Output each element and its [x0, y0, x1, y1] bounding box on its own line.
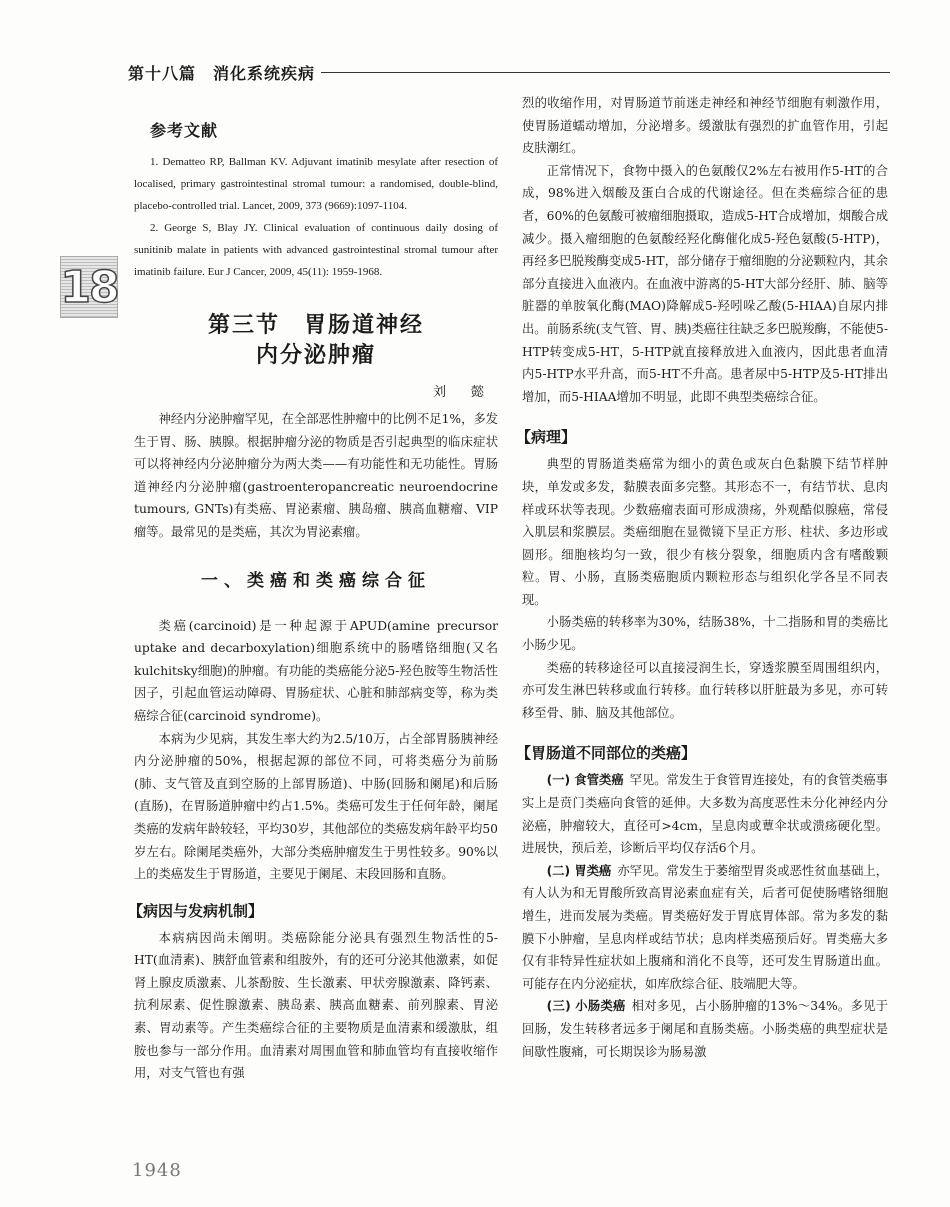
body-paragraph: 类癌(carcinoid)是一种起源于APUD(amine precursor uptake and decarboxylation)细胞系统中的肠嗜铬细胞(又名kulchitsky细胞)的肿瘤。有功能的类癌能分泌5-羟色胺等生物活性因子，引起血管运动障碍、胃肠症状、心脏和肺部病变等，称为类癌综合征(carcinoid syndrome)。 [134, 618, 498, 723]
body-paragraph: 典型的胃肠道类癌常为细小的黄色或灰白色黏膜下结节样肿块，单发或多发，黏膜表面多完整。其形态不一，有结节状、息肉样或环状等表现。少数癌瘤表面可形成溃疡，外观酷似腺癌，常侵入肌层和浆膜层。类癌细胞在显微镜下呈正方形、柱状、多边形或圆形。细胞核均匀一致，很少有核分裂象，细胞质内含有嗜酸颗粒。胃、小肠，直肠类癌胞质内颗粒形态与组织化学各呈不同表现。 [522, 457, 888, 607]
intestine-label: (三) 小肠类癌 [546, 999, 626, 1014]
body-paragraph: 正常情况下，食物中摄入的色氨酸仅2%左右被用作5-HT的合成，98%进入烟酸及蛋白合成的代谢途径。但在类癌综合征的患者，60%的色氨酸可被瘤细胞摄取，造成5-HT合成增加，烟酸合成减少。摄入瘤细胞的色氨酸经羟化酶催化成5-羟色氨酸(5-HTP)，再经多巴脱羧酶变成5-HT，部分储存于瘤细胞的分泌颗粒内，其余部分直接进入血液内。在血液中游离的5-HT大部分经肝、肺、脑等脏器的单胺氧化酶(MAO)降解成5-羟吲哚乙酸(5-HIAA)自尿内排出。前肠系统(支气管、胃、胰)类癌往往缺乏多巴脱羧酶，不能使5-HTP转变成5-HT，5-HTP就直接释放进入血液内，因此患者血清内5-HTP水平升高，而5-HT不升高。患者尿中5-HTP及5-HT排出增加，而5-HIAA增加不明显，此即不典型类癌综合征。 [522, 163, 888, 404]
subsection-title: 一、类癌和类癌综合征 [201, 570, 431, 591]
intro-paragraph: 神经内分泌肿瘤罕见，在全部恶性肿瘤中的比例不足1%，多发生于胃、肠、胰腺。根据肿瘤分泌的物质是否引起典型的临床症状可以将神经内分泌肿瘤分为两大类——有功能性和无功能性。胃肠道神经内分泌肿瘤(gastroenteropancreatic neuroendocrine tumours, GNTs)有类癌、胃泌素瘤、胰岛瘤、胰高血糖瘤、VIP瘤等。最常见的是类癌，其次为胃泌素瘤。 [134, 412, 498, 539]
author: 刘 懿 [432, 385, 490, 400]
chapter-number: 18 [60, 261, 118, 313]
pathology-heading: 【病理】 [516, 428, 577, 447]
body-paragraph: 类癌的转移途径可以直接浸润生长，穿透浆膜至周围组织内，亦可发生淋巴转移或血行转移。血行转移以肝脏最为多见，亦可转移至骨、肺、脑及其他部位。 [522, 660, 888, 720]
esophagus-paragraph [522, 769, 888, 859]
stomach-paragraph [522, 860, 888, 996]
body-paragraph: 烈的收缩作用，对胃肠道节前迷走神经和神经节细胞有刺激作用，使胃肠道蠕动增加，分泌增多。缓激肽有强烈的扩血管作用，引起皮肤潮红。 [522, 96, 888, 156]
body-paragraph: 小肠类癌的转移率为30%，结肠38%，十二指肠和胃的类癌比小肠少见。 [522, 615, 888, 653]
stomach-text: 亦罕见。常发生于萎缩型胃炎或恶性贫血基础上，有人认为和无胃酸所致高胃泌素血症有关，后者可促使肠嗜铬细胞增生，进而发展为类癌。胃类癌好发于胃底胃体部。常为多发的黏膜下小肿瘤，呈息肉样或结节状；息肉样类癌预后好。胃类癌大多仅有非特异性症状如上腹痛和消化不良等，还可发生胃肠道出血。可能存在内分泌症状，如库欣综合征、肢端肥大等。 [522, 863, 888, 991]
page-number: 1948 [132, 1160, 182, 1181]
sites-heading: 【胃肠道不同部位的类癌】 [516, 744, 697, 763]
stomach-label: (二) 胃类癌 [546, 863, 612, 878]
body-paragraph: 本病为少见病，其发生率大约为2.5/10万，占全部胃肠胰神经内分泌肿瘤的50%，根据起源的部位不同，可将类癌分为前肠(肺、支气管及直到空肠的上部胃肠道)、中肠(回肠和阑尾)和后肠(直肠)，在胃肠道肿瘤中约占1.5%。类癌可发生于任何年龄，阑尾类癌的发病年龄较轻，平均30岁，其他部位的类癌发病年龄平均50岁左右。除阑尾类癌外，大部分类癌肿瘤发生于男性较多。90%以上的类癌发生于胃肠道，主要见于阑尾、末段回肠和直肠。 [134, 731, 498, 882]
section-title-line: 内分泌肿瘤 [255, 343, 376, 368]
running-title: 第十八篇 消化系统疾病 [128, 63, 316, 83]
chapter-tab [60, 256, 118, 318]
right-column [516, 92, 888, 1063]
esophagus-text: 罕见。常发生于食管胃连接处，有的食管类癌事实上是贲门类癌向食管的延伸。大多数为高度恶性未分化神经内分泌癌，肿瘤较大，直径可>4cm，呈息肉或蕈伞状或溃疡硬化型。进展快，预后差，诊断后平均仅存活6个月。 [522, 773, 888, 856]
intestine-paragraph [522, 995, 888, 1063]
section-title [134, 311, 498, 371]
etiology-heading: 【病因与发病机制】 [128, 901, 264, 920]
section-title-line: 第三节 胃肠道神经 [207, 313, 424, 338]
reference-item: 1. Dematteo RP, Ballman KV. Adjuvant imatinib mesylate after resection of localised, primary gastrointestinal stromal tumour: a randomised, double-blind, placebo-controlled trial. Lancet, 2009, 373 (9669):1097-1104. [134, 156, 498, 212]
reference-item: 2. George S, Blay JY. Clinical evaluation of continuous daily dosing of sunitinib malate in patients with advanced gastrointestinal stromal tumour after imatinib failure. Eur J Cancer, 2009, 45(11): 1959-1968. [134, 222, 498, 278]
esophagus-label: (一) 食管类癌 [546, 773, 624, 788]
body-paragraph: 本病病因尚未阐明。类癌除能分泌具有强烈生物活性的5-HT(血清素)、胰舒血管素和组胺外，有的还可分泌其他激素，如促肾上腺皮质激素、儿茶酚胺、生长激素、甲状旁腺激素、降钙素、抗利尿素、促性腺激素、胰岛素、胰高血糖素、前列腺素、胃泌素、胃动素等。产生类癌综合征的主要物质是血清素和缓激肽，组胺也参与一部分作用。血清素对周围血管和肺血管均有直接收缩作用，对支气管也有强 [134, 930, 498, 1081]
running-header [128, 58, 890, 86]
references-heading: 参考文献 [150, 121, 219, 140]
intestine-text: 相对多见，占小肠肿瘤的13%～34%。多见于回肠，发生转移者远多于阑尾和直肠类癌。小肠类癌的典型症状是间歇性腹痛，可长期误诊为肠易激 [522, 999, 888, 1059]
left-column [128, 110, 498, 1085]
header-rule [321, 72, 890, 73]
